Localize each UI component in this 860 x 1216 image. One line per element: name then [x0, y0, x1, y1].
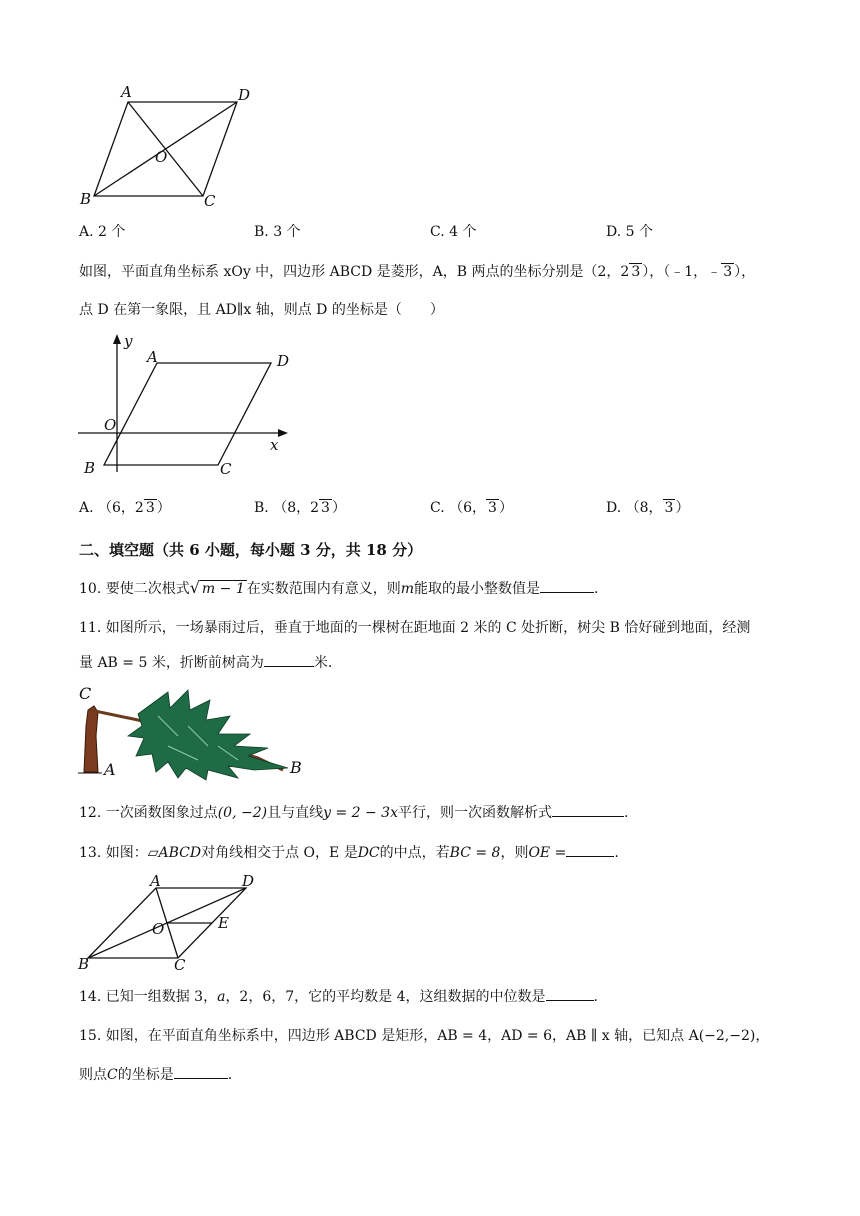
- q9-option-d[interactable]: D. （8， 3 ）: [606, 500, 690, 516]
- q15-stem-line2: 则点C的坐标是 .: [79, 1064, 232, 1085]
- q9-option-b[interactable]: B. （8，2 3 ）: [254, 500, 346, 516]
- q9-stem-line1: 如图，平面直角坐标系 xOy 中，四边形 ABCD 是菱形，A，B 两点的坐标分别是（2，2 3 ），（﹣1，﹣ 3 ），: [79, 264, 756, 280]
- q8-label-a: A: [121, 83, 132, 101]
- q8-label-o: O: [155, 148, 168, 166]
- q11-label-b: B: [290, 758, 302, 777]
- q8-option-c[interactable]: C. 4 个: [430, 224, 477, 240]
- q13-label-a: A: [150, 872, 161, 890]
- q13-label-b: B: [78, 955, 90, 973]
- q9-label-y: y: [124, 332, 133, 350]
- q8-option-d[interactable]: D. 5 个: [606, 224, 653, 240]
- q9-label-x: x: [270, 436, 279, 454]
- section-title-fill-in: 二、填空题（共 6 小题，每小题 3 分，共 18 分）: [79, 541, 423, 559]
- q13-label-e: E: [218, 914, 229, 932]
- q8-rhombus-figure: [80, 80, 260, 210]
- q8-option-a[interactable]: A. 2 个: [79, 224, 126, 240]
- q15-answer-blank[interactable]: [174, 1064, 228, 1079]
- q9-coordinate-figure: [78, 332, 298, 482]
- q9-label-b: B: [84, 459, 96, 477]
- q11-stem-line2: 量 AB = 5 米，折断前树高为 米.: [79, 652, 332, 673]
- q12-answer-blank[interactable]: [552, 802, 624, 817]
- q9-label-c: C: [220, 460, 232, 478]
- q14-answer-blank[interactable]: [546, 986, 594, 1001]
- q13-answer-blank[interactable]: [566, 842, 614, 857]
- q13-label-o: O: [152, 920, 165, 938]
- q15-stem-line1: 15. 如图，在平面直角坐标系中，四边形 ABCD 是矩形，AB = 4，AD = 6，AB ∥ x 轴，已知点 A(−2,−2)，: [79, 1028, 770, 1044]
- q11-answer-blank[interactable]: [264, 652, 314, 667]
- q10-stem: 10. 要使二次根式√ m − 1 在实数范围内有意义，则m能取的最小整数值是 .: [79, 578, 599, 597]
- q13-label-c: C: [174, 956, 186, 974]
- q9-option-a[interactable]: A. （6，2 3 ）: [79, 500, 171, 516]
- q8-label-d: D: [238, 86, 251, 104]
- q9-label-o: O: [104, 416, 117, 434]
- q12-stem: 12. 一次函数图象过点(0, −2)且与直线y = 2 − 3x平行，则一次函数解析式 .: [79, 802, 628, 823]
- q9-label-a: A: [147, 348, 158, 366]
- q14-stem: 14. 已知一组数据 3，a，2，6，7，它的平均数是 4，这组数据的中位数是 .: [79, 986, 598, 1007]
- q8-option-b[interactable]: B. 3 个: [254, 224, 301, 240]
- q9-option-c[interactable]: C. （6， 3 ）: [430, 500, 513, 516]
- q13-label-d: D: [242, 872, 255, 890]
- q11-label-a: A: [104, 760, 116, 779]
- q9-label-d: D: [277, 352, 290, 370]
- q8-label-c: C: [204, 192, 216, 210]
- q11-label-c: C: [79, 684, 92, 703]
- q8-label-b: B: [80, 190, 92, 208]
- q9-stem-line2: 点 D 在第一象限，且 AD∥x 轴，则点 D 的坐标是（ ）: [79, 302, 444, 318]
- q13-stem: 13. 如图：▱ABCD对角线相交于点 O，E 是DC的中点，若BC = 8，则OE = .: [79, 842, 619, 863]
- q11-stem-line1: 11. 如图所示，一场暴雨过后，垂直于地面的一棵树在距地面 2 米的 C 处折断，树尖 B 恰好碰到地面，经测: [79, 620, 751, 636]
- q10-answer-blank[interactable]: [540, 578, 594, 593]
